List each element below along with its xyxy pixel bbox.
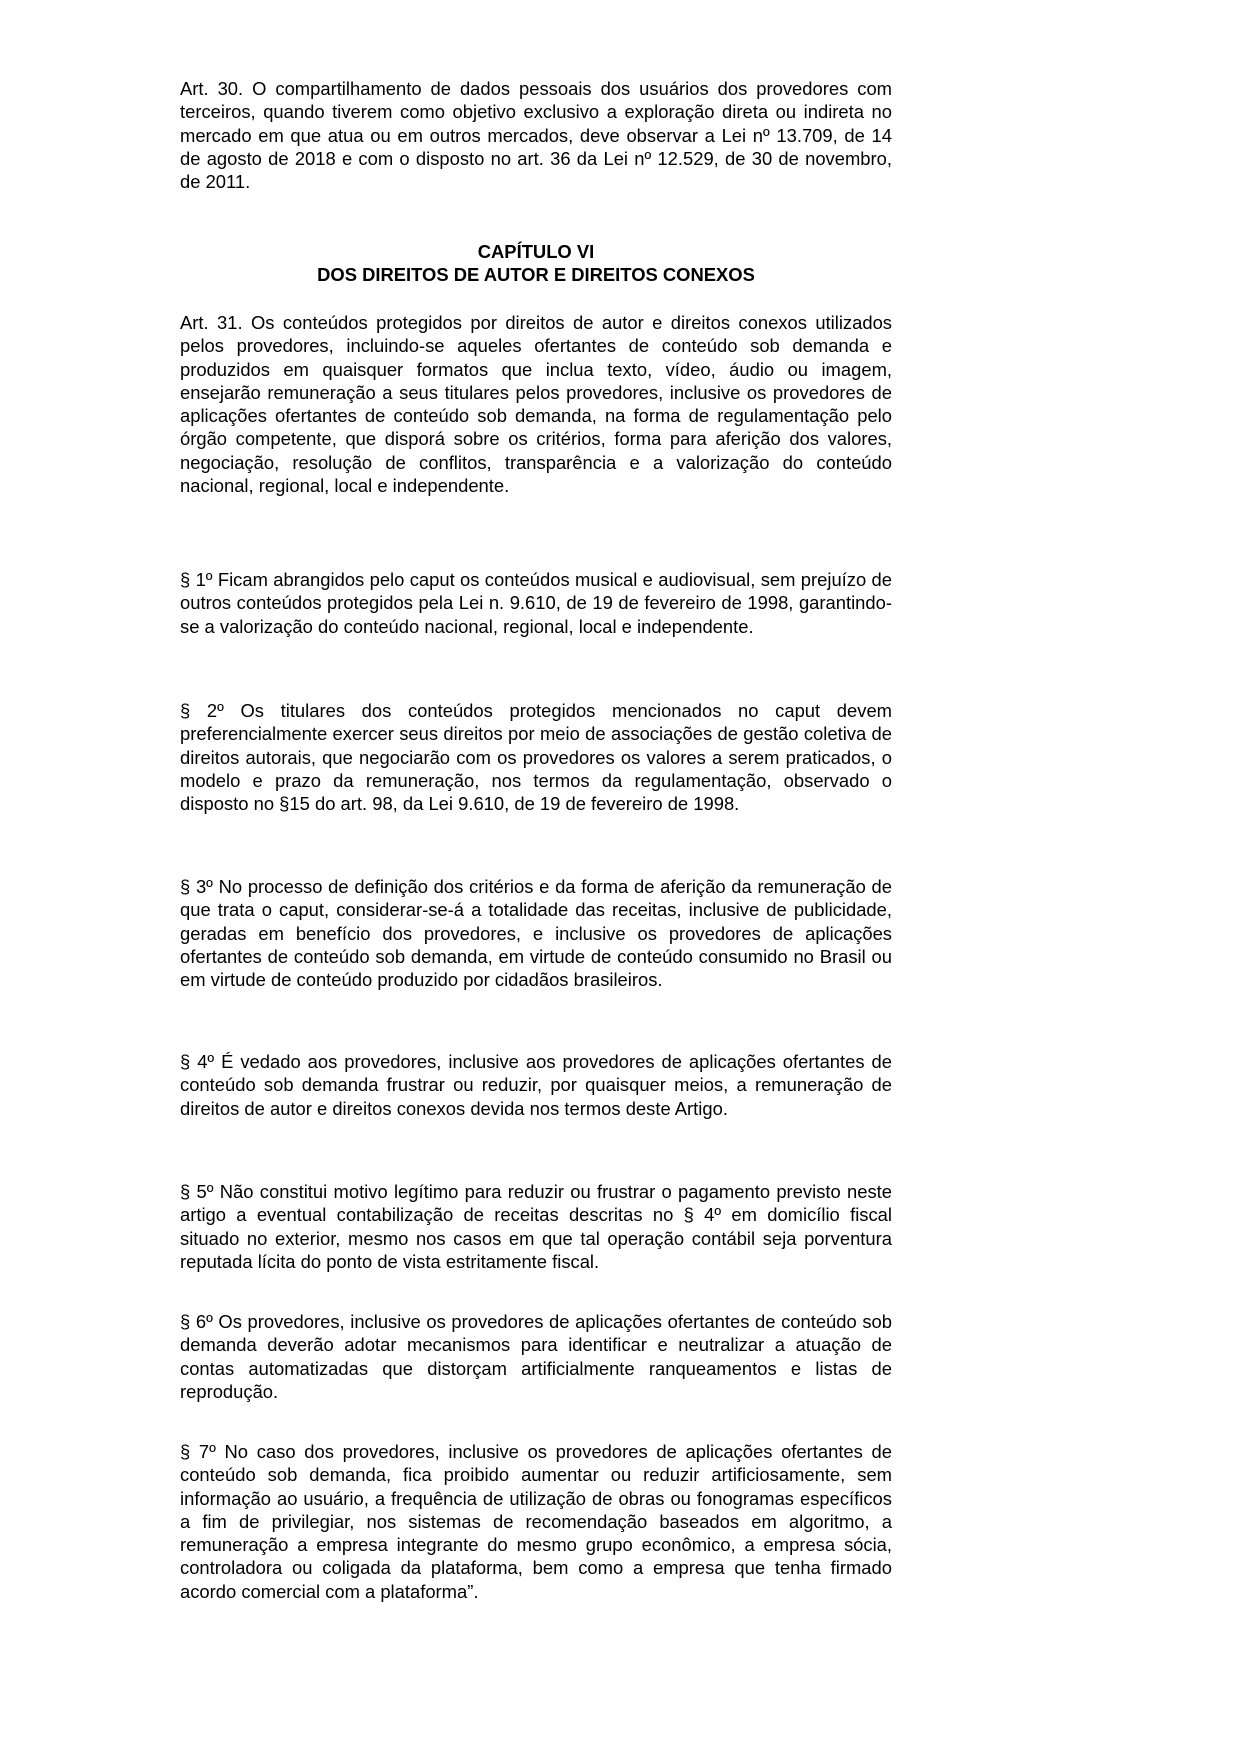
chapter-number: CAPÍTULO VI <box>477 241 595 262</box>
chapter-heading <box>180 240 892 287</box>
paragraph-6: § 6º Os provedores, inclusive os provedores de aplicações ofertantes de conteúdo sob demanda deverão adotar mecanismos para identificar e neutralizar a atuação de contas automatizadas que distorçam artificialmente ranqueamentos e listas de reprodução. <box>180 1311 892 1402</box>
paragraph-5: § 5º Não constitui motivo legítimo para reduzir ou frustrar o pagamento previsto neste artigo a eventual contabilização de receitas descritas no § 4º em domicílio fiscal situado no exterior, mesmo nos casos em que tal operação contábil seja porventura reputada lícita do ponto de vista estritamente fiscal. <box>180 1181 892 1272</box>
paragraph-7: § 7º No caso dos provedores, inclusive os provedores de aplicações ofertantes de conteúdo sob demanda, fica proibido aumentar ou reduzir artificiosamente, sem informação ao usuário, a frequência de utilização de obras ou fonogramas específicos a fim de privilegiar, nos sistemas de recomendação baseados em algoritmo, a remuneração a empresa integrante do mesmo grupo econômico, a empresa sócia, controladora ou coligada da plataforma, bem como a empresa que tenha firmado acordo comercial com a plataforma”. <box>180 1441 892 1602</box>
article-31-caput: Art. 31. Os conteúdos protegidos por direitos de autor e direitos conexos utilizados pelos provedores, incluindo-se aqueles ofertantes de conteúdo sob demanda e produzidos em quaisquer formatos que inclua texto, vídeo, áudio ou imagem, ensejarão remuneração a seus titulares pelos provedores, inclusive os provedores de aplicações ofertantes de conteúdo sob demanda, na forma de regulamentação pelo órgão competente, que disporá sobre os critérios, forma para aferição dos valores, negociação, resolução de conflitos, transparência e a valorização do conteúdo nacional, regional, local e independente. <box>180 312 892 497</box>
paragraph-3: § 3º No processo de definição dos critérios e da forma de aferição da remuneração de que trata o caput, considerar-se-á a totalidade das receitas, inclusive de publicidade, geradas em benefício dos provedores, e inclusive os provedores de aplicações ofertantes de conteúdo sob demanda, em virtude de conteúdo consumido no Brasil ou em virtude de conteúdo produzido por cidadãos brasileiros. <box>180 876 892 991</box>
article-30: Art. 30. O compartilhamento de dados pessoais dos usuários dos provedores com terceiros, quando tiverem como objetivo exclusivo a exploração direta ou indireta no mercado em que atua ou em outros mercados, deve observar a Lei nº 13.709, de 14 de agosto de 2018 e com o disposto no art. 36 da Lei nº 12.529, de 30 de novembro, de 2011. <box>180 78 892 193</box>
paragraph-1: § 1º Ficam abrangidos pelo caput os conteúdos musical e audiovisual, sem prejuízo de outros conteúdos protegidos pela Lei n. 9.610, de 19 de fevereiro de 1998, garantindo-se a valorização do conteúdo nacional, regional, local e independente. <box>180 569 892 637</box>
paragraph-2: § 2º Os titulares dos conteúdos protegidos mencionados no caput devem preferencialmente exercer seus direitos por meio de associações de gestão coletiva de direitos autorais, que negociarão com os provedores os valores a serem praticados, o modelo e prazo da remuneração, nos termos da regulamentação, observado o disposto no §15 do art. 98, da Lei 9.610, de 19 de fevereiro de 1998. <box>180 700 892 815</box>
chapter-title: DOS DIREITOS DE AUTOR E DIREITOS CONEXOS <box>317 264 755 286</box>
paragraph-4: § 4º É vedado aos provedores, inclusive aos provedores de aplicações ofertantes de conteúdo sob demanda frustrar ou reduzir, por quaisquer meios, a remuneração de direitos de autor e direitos conexos devida nos termos deste Artigo. <box>180 1051 892 1119</box>
